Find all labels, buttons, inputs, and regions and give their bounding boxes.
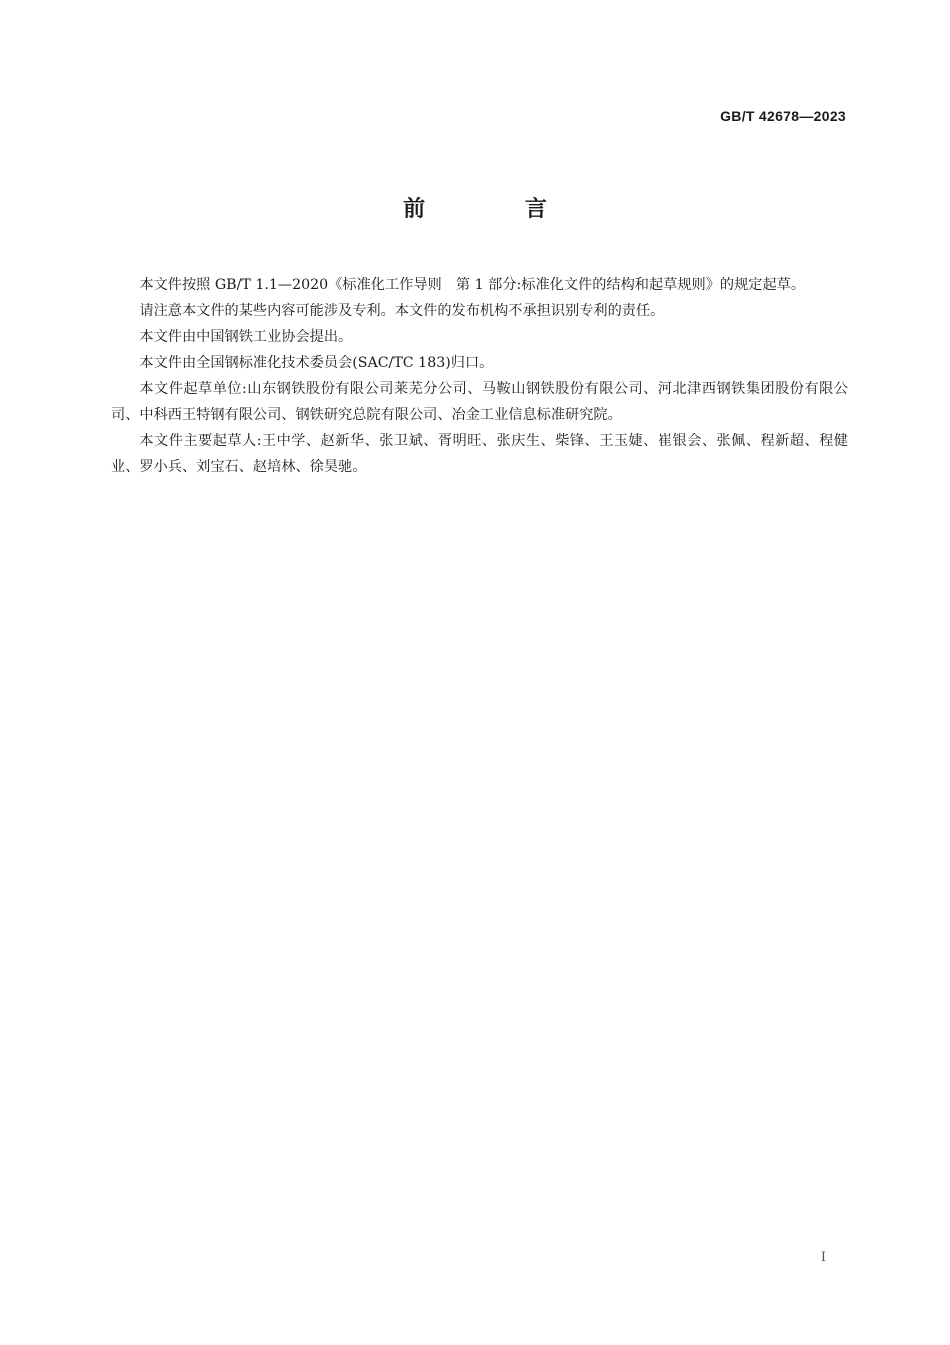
paragraph-committee: 本文件由全国钢标准化技术委员会(SAC/TC 183)归口。 <box>139 355 494 371</box>
paragraph-proposer: 本文件由中国钢铁工业协会提出。 <box>139 329 353 345</box>
paragraph-drafting-rules: 本文件按照 GB/T 1.1—2020《标准化工作导则 第 1 部分:标准化文件的结构和起草规则》的规定起草。 <box>139 277 806 293</box>
paragraph-patent-notice: 请注意本文件的某些内容可能涉及专利。本文件的发布机构不承担识别专利的责任。 <box>139 303 665 319</box>
paragraph-drafting-units: 本文件起草单位:山东钢铁股份有限公司莱芜分公司、马鞍山钢铁股份有限公司、河北津西钢铁集团股份有限公司、中科西王特钢有限公司、钢铁研究总院有限公司、冶金工业信息标准研究院。 <box>111 381 848 423</box>
page-number: I <box>820 1250 826 1265</box>
paragraph-drafters: 本文件主要起草人:王中学、赵新华、张卫斌、胥明旺、张庆生、柴锋、王玉婕、崔银会、张佩、程新超、程健业、罗小兵、刘宝石、赵培林、徐昊驰。 <box>111 433 848 475</box>
standard-number: GB/T 42678—2023 <box>720 108 846 124</box>
page-title: 前 言 <box>403 196 593 222</box>
foreword-body <box>111 272 848 480</box>
